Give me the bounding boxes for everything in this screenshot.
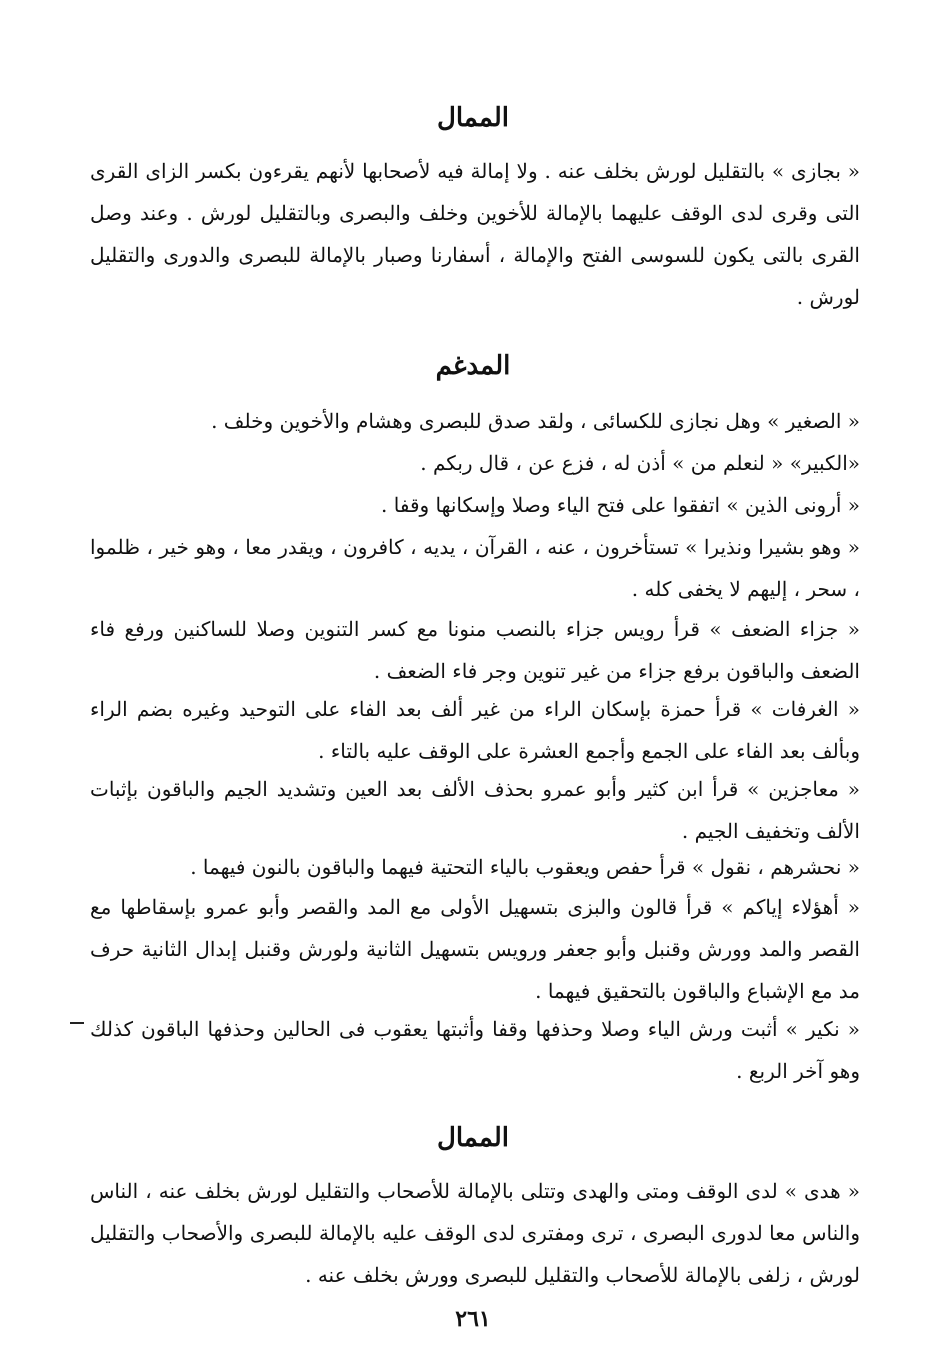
paragraph-wahuwa: « وهو بشيرا ونذيرا » تستأخرون ، عنه ، القرآن ، يديه ، كافرون ، ويقدر معا ، وهو خير ، ظلموا ، سحر ، إليهم لا يخفى كله .	[90, 535, 860, 601]
page-number: ٢٦١	[455, 1306, 491, 1332]
section-heading-mumal-2: الممال	[436, 1123, 510, 1153]
paragraph-muajizin: « معاجزين » قرأ ابن كثير وأبو عمرو بحذف الألف بعد العين وتشديد الجيم والباقون بإثبات الألف وتخفيف الجيم .	[90, 777, 860, 843]
paragraph-nakir: « نكير » أثبت ورش الياء وصلا وحذفها وقفا وأثبتها يعقوب فى الحالين وحذفها الباقون كذلك وهو آخر الربع .	[90, 1017, 860, 1083]
paragraph-saghir: « الصغير » وهل نجازى للكسائى ، ولقد صدق للبصرى وهشام والأخوين وخلف .	[211, 409, 860, 433]
paragraph-kabir: «الكبير» « لنعلم من » أذن له ، فزع عن ، قال ربكم .	[420, 451, 860, 475]
paragraph-jazaa: « جزاء الضعف » قرأ رويس جزاء بالنصب منونا مع كسر التنوين وصلا للساكنين ورفع فاء الضعف والباقون برفع جزاء من غير تنوين وجر فاء الضعف .	[90, 617, 860, 683]
paragraph-mumal-1: « بجازى » بالتقليل لورش بخلف عنه . ولا إمالة فيه لأصحابها لأنهم يقرءون بكسر الزاى القرى التى وقرى لدى الوقف عليهما بالإمالة للأخوين وخلف والبصرى وبالتقليل لورش . وعند وصل القرى بالتى يكون للسوسى الفتح والإمالة ، أسفارنا وصبار بالإمالة للبصرى والدورى والتقليل لورش .	[90, 159, 860, 309]
section-heading-mudgham: المدغم	[435, 351, 511, 381]
margin-mark	[70, 1022, 84, 1024]
paragraph-aruni: « أرونى الذين » اتفقوا على فتح الياء وصلا وإسكانها وقفا .	[381, 493, 860, 517]
paragraph-mumal-2: « هدى » لدى الوقف ومتى والهدى وتتلى بالإمالة للأصحاب والتقليل لورش بخلف عنه ، الناس والناس معا لدورى البصرى ، ترى ومفترى لدى الوقف عليه بالإمالة للبصرى والأصحاب والتقليل لورش ، زلفى بالإمالة للأصحاب والتقليل للبصرى وورش بخلف عنه .	[90, 1179, 860, 1287]
section-heading-mumal: الممال	[436, 103, 510, 133]
paragraph-ghurufat: « الغرفات » قرأ حمزة بإسكان الراء من غير ألف بعد الفاء على التوحيد وغيره بضم الراء وبألف بعد الفاء على الجمع وأجمع العشرة على الوقف عليه بالتاء .	[90, 697, 860, 763]
paragraph-nahshuruhum: « نحشرهم ، نقول » قرأ حفص ويعقوب بالياء التحتية فيهما والباقون بالنون فيهما .	[190, 855, 860, 879]
paragraph-ahaulai: « أهؤلاء إياكم » قرأ قالون والبزى بتسهيل الأولى مع المد والقصر وأبو عمرو بإسقاطها مع القصر والمد وورش وقنبل وأبو جعفر ورويس بتسهيل الثانية ولورش وقنبل إبدال الثانية حرف مد مع الإشباع والباقون بالتحقيق فيهما .	[90, 895, 860, 1003]
